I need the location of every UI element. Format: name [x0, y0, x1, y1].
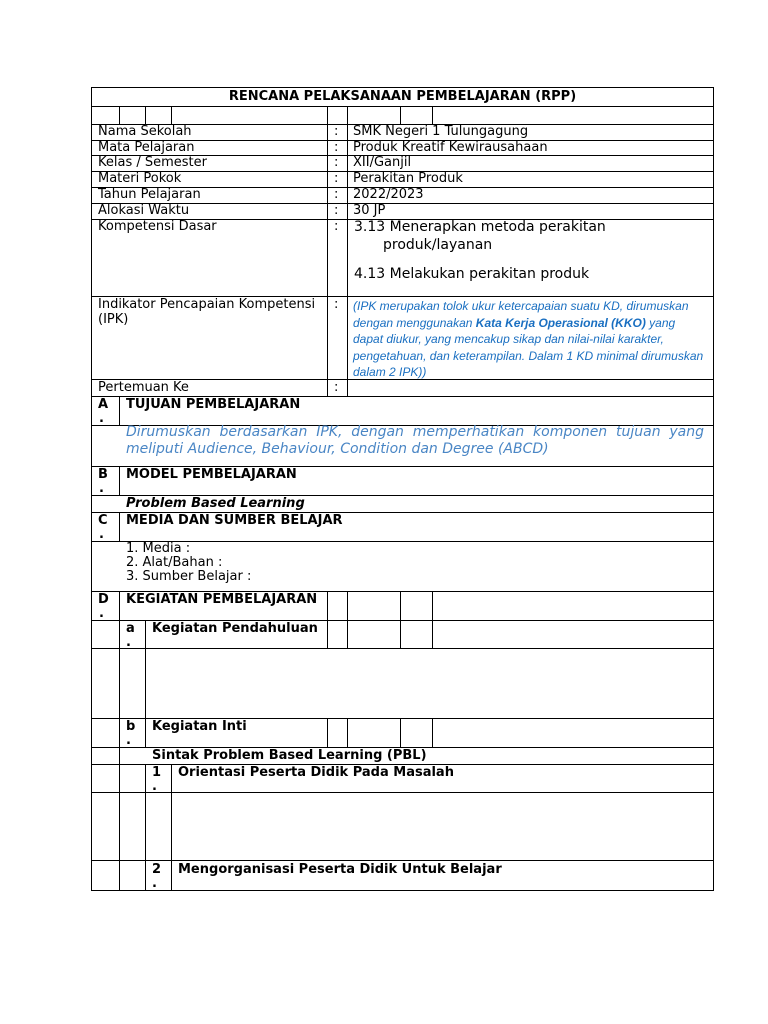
value-materi-pokok: Perakitan Produk — [353, 171, 463, 186]
label-mata-pelajaran: Mata Pelajaran — [98, 140, 195, 155]
colon: : — [334, 187, 339, 202]
cell-divider — [327, 718, 328, 747]
colon-column-divider — [347, 124, 348, 396]
colon: : — [334, 297, 339, 312]
kd-3-13-line1: 3.13 Menerapkan metoda perakitan — [354, 219, 606, 235]
step-divider — [171, 764, 172, 890]
cell-divider — [432, 718, 433, 747]
cell-divider — [145, 106, 146, 124]
kegiatan-b-dot: . — [126, 733, 131, 748]
colon: : — [334, 171, 339, 186]
label-materi-pokok: Materi Pokok — [98, 171, 182, 186]
label-alokasi-waktu: Alokasi Waktu — [98, 203, 190, 218]
sub-divider — [145, 764, 146, 890]
step-1-number: 1 — [152, 765, 162, 780]
section-d-letter: D — [98, 592, 109, 607]
value-alokasi-waktu: 30 JP — [353, 203, 386, 218]
cell-divider — [171, 106, 172, 124]
row-line — [91, 106, 714, 107]
page-title: RENCANA PELAKSANAAN PEMBELAJARAN (RPP) — [228, 89, 577, 104]
label-kelas-semester: Kelas / Semester — [98, 155, 207, 170]
sub-divider — [145, 620, 146, 748]
step-1-dot: . — [152, 779, 157, 794]
value-kelas-semester: XII/Ganjil — [353, 155, 412, 170]
table-border-left — [91, 87, 92, 891]
label-kompetensi-dasar: Kompetensi Dasar — [98, 219, 217, 234]
cell-divider — [400, 591, 401, 648]
kegiatan-pendahuluan-label: Kegiatan Pendahuluan — [152, 621, 318, 636]
section-b-title: MODEL PEMBELAJARAN — [126, 467, 297, 482]
table-border-right — [713, 87, 714, 891]
value-tahun-pelajaran: 2022/2023 — [353, 187, 424, 202]
value-mata-pelajaran: Produk Kreatif Kewirausahaan — [353, 140, 548, 155]
section-d-title: KEGIATAN PEMBELAJARAN — [126, 592, 318, 607]
label-pertemuan-ke: Pertemuan Ke — [98, 380, 189, 395]
cell-divider — [327, 591, 328, 648]
kd-4-13: 4.13 Melakukan perakitan produk — [354, 266, 590, 282]
row-line — [91, 648, 714, 649]
section-b-dot: . — [99, 481, 104, 496]
row-line — [91, 860, 714, 861]
media-item: 1. Media : — [126, 541, 191, 556]
colon: : — [334, 155, 339, 170]
letter-divider — [119, 466, 120, 495]
row-line — [91, 792, 714, 793]
model-pembelajaran-value: Problem Based Learning — [126, 496, 305, 511]
sintak-pbl-label: Sintak Problem Based Learning (PBL) — [152, 748, 427, 763]
ipk-note-kko: Kata Kerja Operasional (KKO) — [475, 315, 646, 330]
label-tahun-pelajaran: Tahun Pelajaran — [98, 187, 201, 202]
table-border-bottom — [91, 890, 714, 891]
value-nama-sekolah: SMK Negeri 1 Tulungagung — [353, 124, 529, 139]
step-2-label: Mengorganisasi Peserta Didik Untuk Belajar — [178, 862, 502, 877]
cell-divider — [347, 718, 348, 747]
cell-divider — [400, 718, 401, 747]
section-d-dot: . — [99, 606, 104, 621]
section-c-title: MEDIA DAN SUMBER BELAJAR — [126, 513, 343, 528]
section-a-dot: . — [99, 411, 104, 426]
cell-divider — [119, 106, 120, 124]
letter-divider — [119, 396, 120, 425]
cell-divider — [432, 106, 433, 124]
ipk-note — [353, 298, 708, 381]
colon: : — [334, 380, 339, 395]
section-b-letter: B — [98, 467, 108, 482]
letter-divider — [119, 512, 120, 541]
kd-3-13-line2: produk/layanan — [383, 237, 493, 253]
step-2-dot: . — [152, 876, 157, 891]
colon: : — [334, 140, 339, 155]
kegiatan-a-letter: a — [126, 621, 135, 636]
alat-bahan-item: 2. Alat/Bahan : — [126, 555, 223, 570]
tujuan-description: Dirumuskan berdasarkan IPK, dengan memperhatikan komponen tujuan yang meliputi Audience, Behaviour, Condition dan Degree (ABCD) — [126, 424, 704, 457]
section-a-letter: A — [98, 397, 109, 412]
colon: : — [334, 124, 339, 139]
kegiatan-inti-label: Kegiatan Inti — [152, 719, 247, 734]
cell-divider — [400, 106, 401, 124]
cell-divider — [327, 106, 328, 124]
label-ipk-line1: Indikator Pencapaian Kompetensi — [98, 297, 316, 312]
step-1-label: Orientasi Peserta Didik Pada Masalah — [178, 765, 454, 780]
colon: : — [334, 203, 339, 218]
kegiatan-b-letter: b — [126, 719, 136, 734]
cell-divider — [432, 591, 433, 648]
sumber-belajar-item: 3. Sumber Belajar : — [126, 569, 252, 584]
letter-divider — [119, 591, 120, 890]
label-column-divider — [327, 124, 328, 396]
colon: : — [334, 219, 339, 234]
cell-divider — [347, 106, 348, 124]
label-ipk-line2: (IPK) — [98, 312, 129, 327]
kegiatan-a-dot: . — [126, 635, 131, 650]
ipk-note-part2: yang dapat diukur, yang mencakup sikap dan nilai-nilai karakter, pengetahuan, dan keterampilan. Dalam 1 KD minimal dirumuskan dalam 2 IPK)) — [353, 315, 704, 379]
ipk-note-part1: (IPK merupakan tolok ukur ketercapaian suatu KD, dirumuskan dengan menggunakan — [353, 299, 689, 330]
cell-divider — [347, 591, 348, 648]
section-c-dot: . — [99, 527, 104, 542]
step-2-number: 2 — [152, 862, 162, 877]
label-nama-sekolah: Nama Sekolah — [98, 124, 192, 139]
section-a-title: TUJUAN PEMBELAJARAN — [126, 397, 301, 412]
table-border-top — [91, 87, 714, 88]
section-c-letter: C — [98, 513, 108, 528]
